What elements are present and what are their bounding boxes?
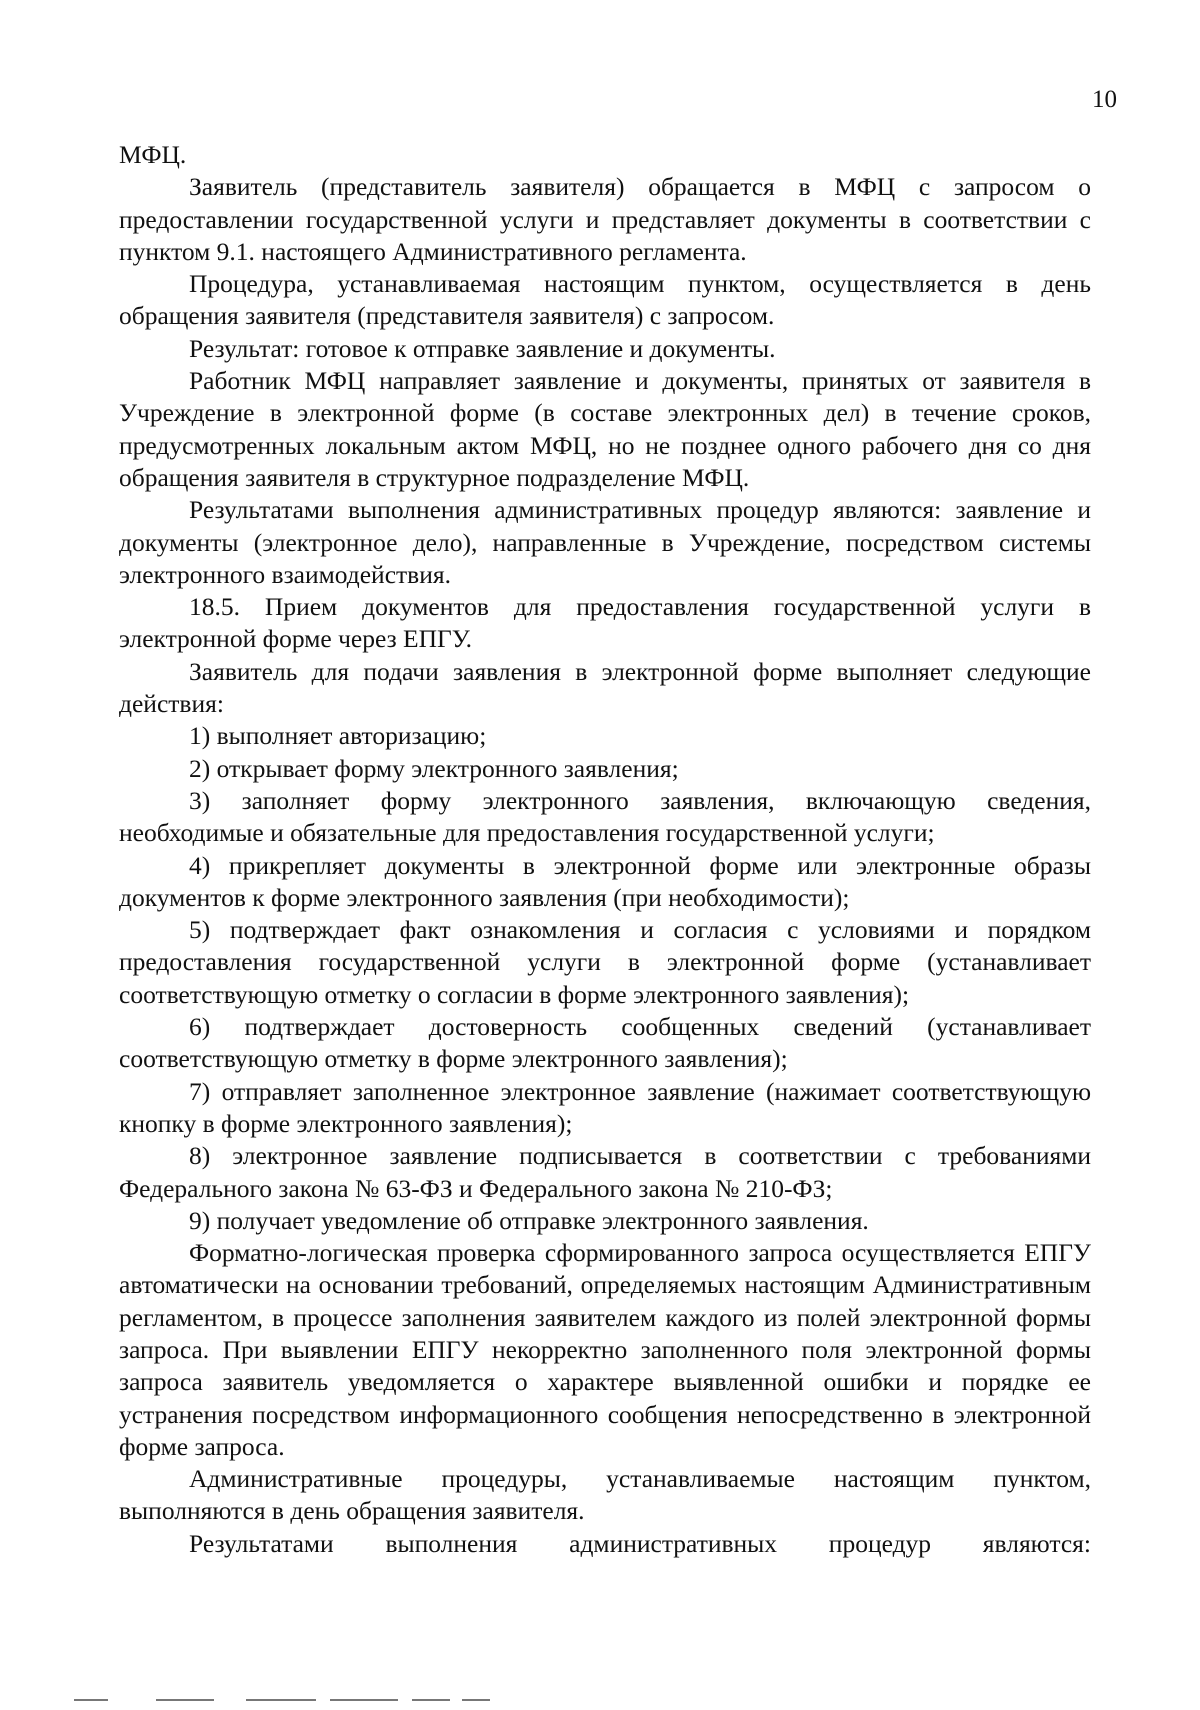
document-body — [119, 139, 1091, 1560]
list-item: 7) отправляет заполненное электронное заявление (нажимает соответствующую кнопку в форме электронного заявления); — [119, 1076, 1091, 1138]
section-heading-18-5: 18.5. Прием документов для предоставления государственной услуги в электронной форме через ЕПГУ. — [119, 592, 1091, 654]
scan-mark — [412, 1699, 450, 1701]
paragraph-truncated: Результатами выполнения административных процедур являются: — [189, 1528, 1091, 1558]
paragraph: Форматно-логическая проверка сформированного запроса осуществляется ЕПГУ автоматически на основании требований, определяемых настоящим Административным регламентом, в процессе заполнения заявителем каждого из полей электронной формы запроса. При выявлении ЕПГУ некорректно заполненного поля электронной формы запроса заявитель уведомляется о характере выявленной ошибки и порядке ее устранения посредством информационного сообщения непосредственно в электронной форме запроса. — [119, 1238, 1091, 1461]
list-item: 1) выполняет авторизацию; — [189, 721, 487, 751]
page-number: 10 — [1092, 86, 1117, 113]
scan-mark — [246, 1699, 316, 1701]
scan-mark — [462, 1699, 490, 1701]
list-item: 6) подтверждает достоверность сообщенных сведений (устанавливает соответствующую отметку в форме электронного заявления); — [119, 1012, 1091, 1074]
list-item: 4) прикрепляет документы в электронной форме или электронные образы документов к форме электронного заявления (при необходимости); — [119, 850, 1091, 912]
paragraph: Заявитель (представитель заявителя) обращается в МФЦ с запросом о предоставлении государственной услуги и представляет документы в соответствии с пунктом 9.1. настоящего Административного регламента. — [119, 172, 1091, 266]
list-item: 5) подтверждает факт ознакомления и согласия с условиями и порядком предоставления государственной услуги в электронной форме (устанавливает соответствующую отметку о согласии в форме электронного заявления); — [119, 915, 1091, 1009]
paragraph-continuation: МФЦ. — [119, 140, 187, 169]
scan-mark — [74, 1699, 108, 1701]
list-item: 8) электронное заявление подписывается в соответствии с требованиями Федерального закона № 63-ФЗ и Федерального закона № 210-ФЗ; — [119, 1141, 1091, 1203]
paragraph: Административные процедуры, устанавливаемые настоящим пунктом, выполняются в день обращения заявителя. — [119, 1464, 1091, 1526]
scan-mark — [156, 1699, 214, 1701]
paragraph: Результатами выполнения административных процедур являются: заявление и документы (электронное дело), направленные в Учреждение, посредством системы электронного взаимодействия. — [119, 495, 1091, 589]
paragraph: Заявитель для подачи заявления в электронной форме выполняет следующие действия: — [119, 656, 1091, 719]
paragraph: Работник МФЦ направляет заявление и документы, принятых от заявителя в Учреждение в электронной форме (в составе электронных дел) в течение сроков, предусмотренных локальным актом МФЦ, но не позднее одного рабочего дня со дня обращения заявителя в структурное подразделение МФЦ. — [119, 366, 1091, 492]
list-item: 2) открывает форму электронного заявления; — [189, 753, 679, 783]
list-item: 9) получает уведомление об отправке электронного заявления. — [189, 1205, 869, 1235]
paragraph: Результат: готовое к отправке заявление и документы. — [189, 333, 776, 363]
scan-edge-marks — [0, 1699, 560, 1703]
paragraph: Процедура, устанавливаемая настоящим пунктом, осуществляется в день обращения заявителя (представителя заявителя) с запросом. — [119, 269, 1091, 331]
list-item: 3) заполняет форму электронного заявления, включающую сведения, необходимые и обязательные для предоставления государственной услуги; — [119, 785, 1091, 848]
scan-mark — [330, 1699, 398, 1701]
